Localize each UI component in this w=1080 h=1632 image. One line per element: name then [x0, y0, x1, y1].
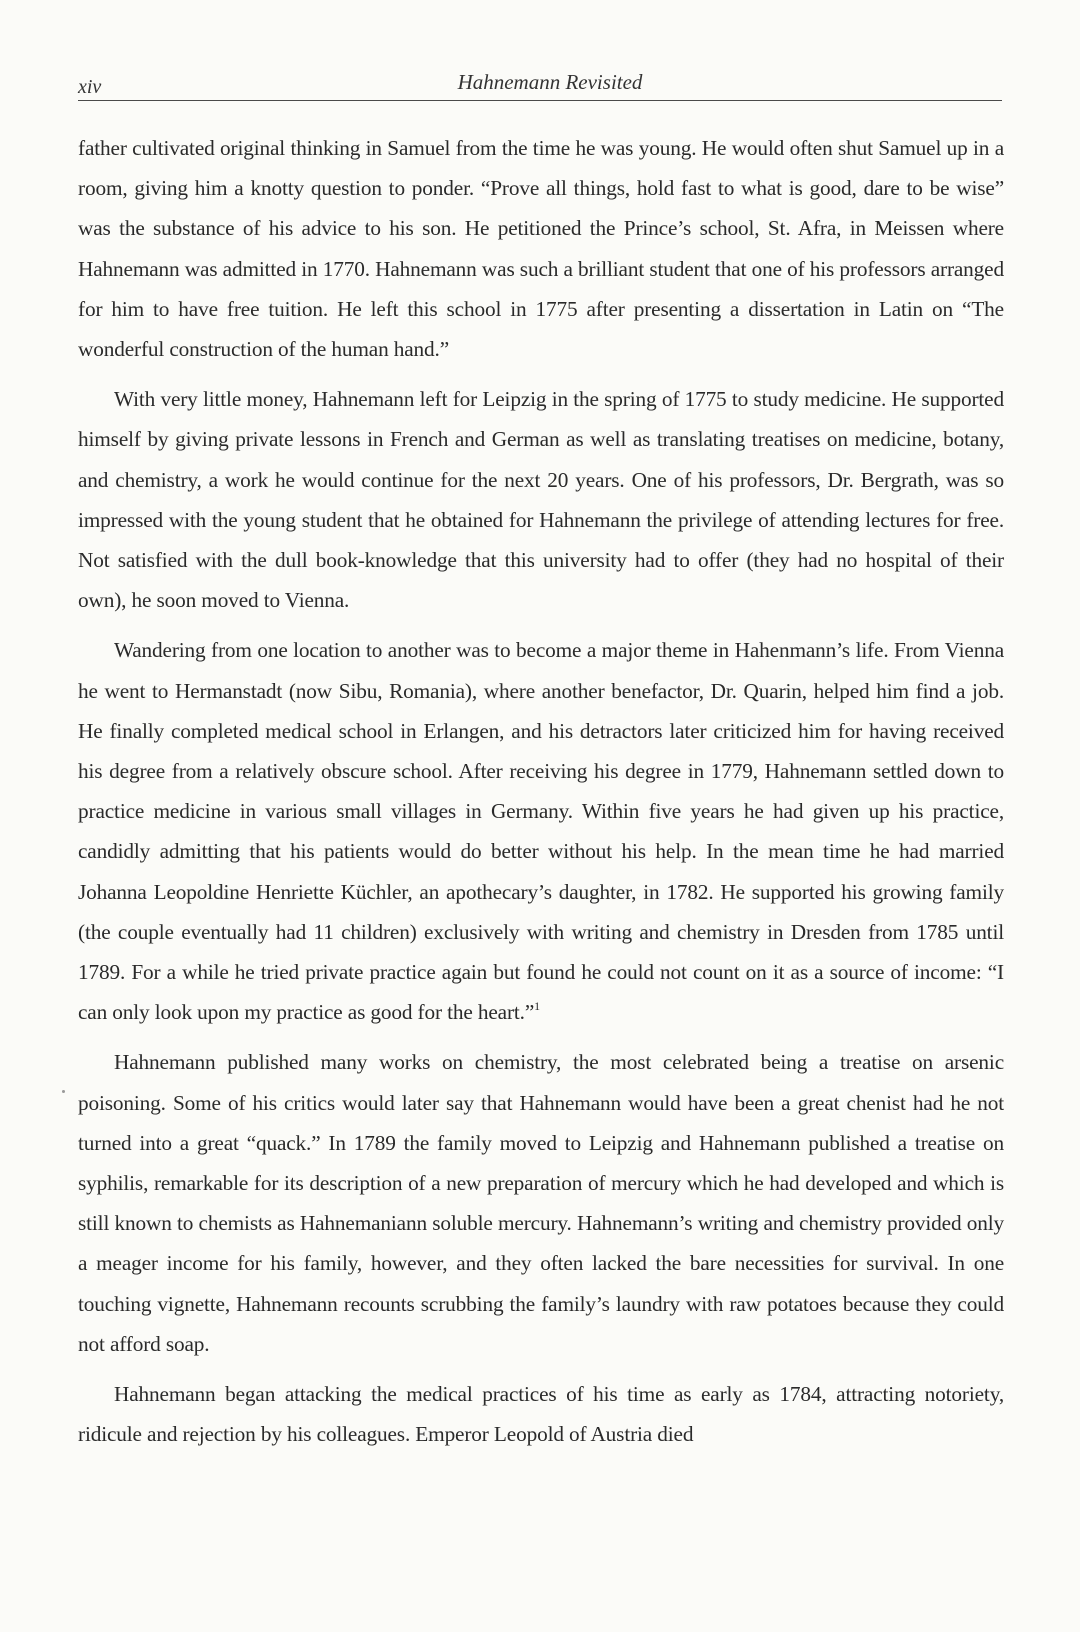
paragraph-3-text: Wandering from one location to another was to become a major theme in Hahenmann’s life. From Vienna he went to Hermanstadt (now Sibu, Romania), where another benefactor, Dr. Quarin, helped him find a job. He finally completed medical school in Erlangen, and his detractors later criticized him for having received his degree from a relatively obscure school. After receiving his degree in 1779, Hahnemann settled down to practice medicine in various small villages in Germany. Within five years he had given up his practice, candidly admitting that his patients would do better without his help. In the mean time he had married Johanna Leopoldine Henriette Küchler, an apothecary’s daughter, in 1782. He supported his growing family (the couple eventually had 11 children) exclusively with writing and chemistry in Dresden from 1785 until 1789. For a while he tried private practice again but found he could not count on it as a source of income: “I can only look upon my practice as good for the heart.”: [78, 638, 1004, 1025]
paragraph-3: [78, 630, 1004, 1032]
paragraph-5: Hahnemann began attacking the medical practices of his time as early as 1784, attracting notoriety, ridicule and rejection by his colleagues. Emperor Leopold of Austria died: [78, 1382, 1004, 1447]
paragraph-1: father cultivated original thinking in Samuel from the time he was young. He would often shut Samuel up in a room, giving him a knotty question to ponder. “Prove all things, hold fast to what is good, dare to be wise” was the substance of his advice to his son. He petitioned the Prince’s school, St. Afra, in Meissen where Hahnemann was admitted in 1770. Hahnemann was such a brilliant student that one of his professors arranged for him to have free tuition. He left this school in 1775 after presenting a dissertation in Latin on “The wonderful construction of the human hand.”: [78, 136, 1004, 362]
body-text: [78, 128, 1004, 1455]
paragraph-2: With very little money, Hahnemann left for Leipzig in the spring of 1775 to study medicine. He supported himself by giving private lessons in French and German as well as translating treatises on medicine, botany, and chemistry, a work he would continue for the next 20 years. One of his professors, Dr. Bergrath, was so impressed with the young student that he obtained for Hahnemann the privilege of attending lectures for free. Not satisfied with the dull book-knowledge that this university had to offer (they had no hospital of their own), he soon moved to Vienna.: [78, 387, 1004, 613]
scan-speck: [62, 1090, 65, 1093]
page-number: xiv: [78, 76, 102, 98]
running-head: Hahnemann Revisited: [457, 70, 643, 94]
page-header: [78, 70, 1002, 101]
footnote-reference: 1: [534, 999, 540, 1014]
paragraph-4: Hahnemann published many works on chemistry, the most celebrated being a treatise on arsenic poisoning. Some of his critics would later say that Hahnemann would have been a great chenist had he not turned into a great “quack.” In 1789 the family moved to Leipzig and Hahnemann published a treatise on syphilis, remarkable for its description of a new preparation of mercury which he had developed and which is still known to chemists as Hahnemaniann soluble mercury. Hahnemann’s writing and chemistry provided only a meager income for his family, however, and they often lacked the bare necessities for survival. In one touching vignette, Hahnemann recounts scrubbing the family’s laundry with raw potatoes because they could not afford soap.: [78, 1050, 1004, 1356]
